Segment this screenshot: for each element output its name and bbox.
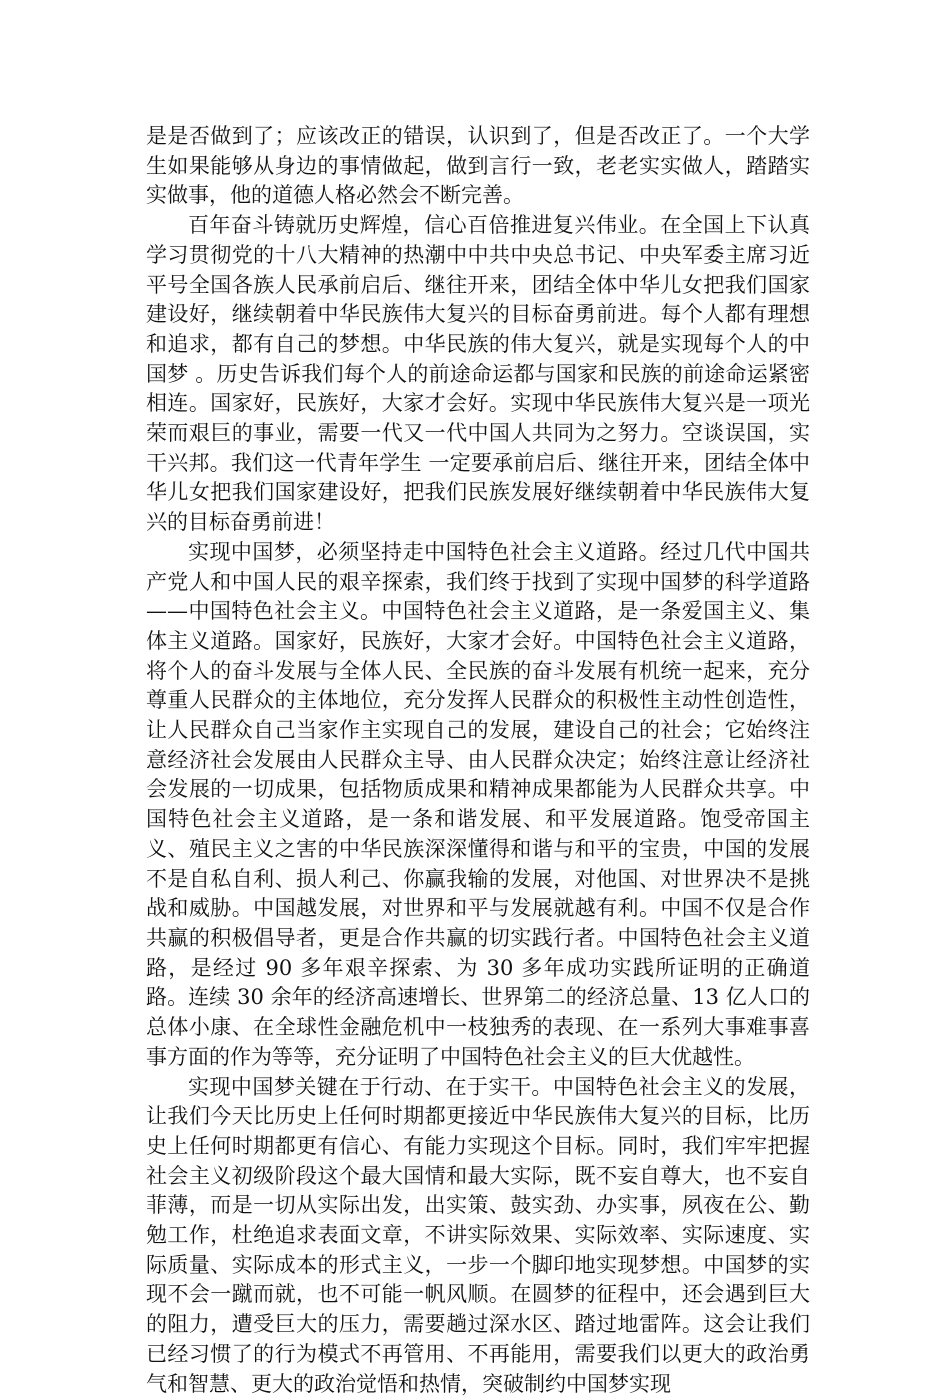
document-body bbox=[146, 122, 810, 1399]
paragraph-3: 实现中国梦，必须坚持走中国特色社会主义道路。经过几代中国共产党人和中国人民的艰辛探索，我们终于找到了实现中国梦的科学道路——中国特色社会主义。中国特色社会主义道路，是一条爱国主义、集体主义道路。国家好，民族好，大家才会好。中国特色社会主义道路，将个人的奋斗发展与全体人民、全民族的奋斗发展有机统一起来，充分尊重人民群众的主体地位，充分发挥人民群众的积极性主动性创造性，让人民群众自己当家作主实现自己的发展，建设自己的社会；它始终注意经济社会发展由人民群众主导、由人民群众决定；始终注意让经济社会发展的一切成果，包括物质成果和精神成果都能为人民群众共享。中国特色社会主义道路，是一条和谐发展、和平发展道路。饱受帝国主义、殖民主义之害的中华民族深深懂得和谐与和平的宝贵，中国的发展不是自私自利、损人利己、你赢我输的发展，对他国、对世界决不是挑战和威胁。中国越发展，对世界和平与发展就越有利。中国不仅是合作共赢的积极倡导者，更是合作共赢的切实践行者。中国特色社会主义道路，是经过 90 多年艰辛探索、为 30 多年成功实践所证明的正确道路。连续 30 余年的经济高速增长、世界第二的经济总量、13 亿人口的总体小康、在全球性金融危机中一枝独秀的表现、在一系列大事难事喜事方面的作为等等，充分证明了中国特色社会主义的巨大优越性。 bbox=[146, 538, 810, 1073]
paragraph-2: 百年奋斗铸就历史辉煌，信心百倍推进复兴伟业。在全国上下认真学习贯彻党的十八大精神的热潮中中共中央总书记、中央军委主席习近平号全国各族人民承前启后、继往开来，团结全体中华儿女把我们国家建设好，继续朝着中华民族伟大复兴的目标奋勇前进。每个人都有理想和追求，都有自己的梦想。中华民族的伟大复兴，就是实现每个人的中国梦 。历史告诉我们每个人的前途命运都与国家和民族的前途命运紧密相连。国家好，民族好，大家才会好。实现中华民族伟大复兴是一项光荣而艰巨的事业，需要一代又一代中国人共同为之努力。空谈误国，实干兴邦。我们这一代青年学生 一定要承前启后、继往开来，团结全体中华儿女把我们国家建设好，把我们民族发展好继续朝着中华民族伟大复兴的目标奋勇前进！ bbox=[146, 211, 810, 538]
paragraph-4: 实现中国梦关键在于行动、在于实干。中国特色社会主义的发展，让我们今天比历史上任何时期都更接近中华民族伟大复兴的目标，比历史上任何时期都更有信心、有能力实现这个目标。同时，我们牢牢把握社会主义初级阶段这个最大国情和最大实际，既不妄自尊大，也不妄自菲薄，而是一切从实际出发，出实策、鼓实劲、办实事，夙夜在公、勤勉工作，杜绝追求表面文章，不讲实际效果、实际效率、实际速度、实际质量、实际成本的形式主义，一步一个脚印地实现梦想。中国梦的实现不会一蹴而就，也不可能一帆风顺。在圆梦的征程中，还会遇到巨大的阻力，遭受巨大的压力，需要趟过深水区、踏过地雷阵。这会让我们已经习惯了的行为模式不再管用、不再能用，需要我们以更大的政治勇气和智慧、更大的政治觉悟和热情，突破制约中国梦实现 bbox=[146, 1073, 810, 1399]
paragraph-1: 是是否做到了；应该改正的错误，认识到了，但是否改正了。一个大学生如果能够从身边的事情做起，做到言行一致，老老实实做人，踏踏实实做事，他的道德人格必然会不断完善。 bbox=[146, 122, 810, 211]
